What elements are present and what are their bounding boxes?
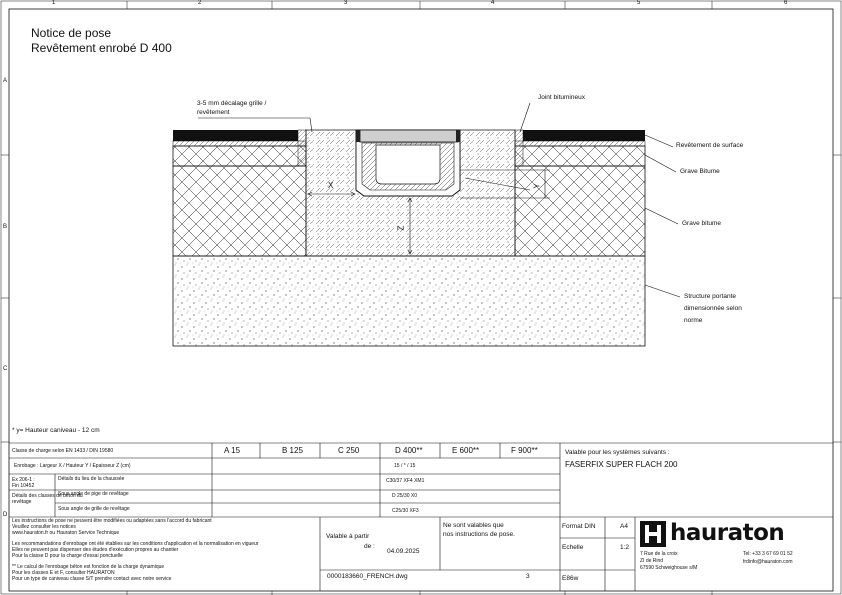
- footer-note: ** Le calcul de l'enrobage béton est fonction de la charge dynamique: [12, 564, 165, 571]
- valid-from-label-2: de :: [364, 543, 375, 550]
- label-structure-1: Structure portante: [684, 293, 737, 300]
- footer-note: Pour la classe D pour la charge d'essai ponctuelle: [12, 552, 123, 559]
- class-c250: C 250: [338, 446, 360, 455]
- systems-value: FASERFIX SUPER FLACH 200: [565, 460, 678, 469]
- address-line-3: 67590 Schweighouse s/M: [640, 565, 698, 571]
- class-f900: F 900**: [511, 446, 538, 455]
- title-line-1: Notice de pose: [31, 26, 112, 40]
- valid-from-label: Valable à partir: [326, 533, 370, 540]
- row2b-label: Détails du lieu de la chaussée: [58, 476, 125, 482]
- row3-value: D 25/30 X0: [392, 493, 418, 499]
- footer-note: Elles ne peuvent pas dispenser des études d'exécution propres au chantier: [12, 546, 179, 553]
- class-b125: B 125: [282, 446, 303, 455]
- grid-col-4: 4: [491, 0, 495, 6]
- label-grave-1: Grave Bitume: [680, 168, 720, 175]
- grid-row-c: C: [3, 366, 8, 372]
- row1-label: Enrobage : Largeur X / Hauteur Y / Epaisseur Z (cm): [14, 463, 131, 469]
- label-decalage-2: revêtement: [197, 109, 230, 116]
- footer-note: Veuillez consulter les notices: [12, 523, 76, 530]
- footer-notes: [12, 519, 317, 583]
- row2-value: C30/37 XF4 XM1: [386, 478, 425, 484]
- row3a-label-2: revêtage: [12, 499, 32, 505]
- grid-row-d: D: [3, 512, 8, 518]
- invalid-text-2: nos instructions de pose.: [443, 531, 515, 538]
- dwg-page: E86w: [562, 575, 579, 582]
- grid-col-2: 2: [198, 0, 202, 6]
- row2a-label: Ex 206-1 :: [12, 477, 35, 483]
- hauraton-logo-icon: [640, 521, 666, 547]
- label-structure-3: norme: [684, 317, 703, 324]
- scale-value: 1:2: [620, 544, 630, 551]
- systems-label: Valable pour les systèmes suivants :: [565, 449, 670, 456]
- grid-row-a: A: [3, 78, 8, 84]
- contact-email: frdinfo@hauraton.com: [743, 559, 793, 565]
- invalid-text-1: Ne sont valables que: [443, 522, 504, 529]
- title-line-2: Revêtement enrobé D 400: [31, 41, 172, 55]
- format-label: Format DIN: [562, 523, 596, 530]
- footer-note: Pour un type de caniveau classe S/T prendre contact avec notre service: [12, 575, 172, 582]
- grid-col-3: 3: [344, 0, 348, 6]
- label-joint: Joint bitumineux: [538, 94, 585, 101]
- label-structure-2: dimensionnée selon: [684, 305, 742, 312]
- footer-note: Pour les classes E et F, consulter HAURATON: [12, 570, 115, 577]
- grid-row-b: B: [3, 224, 8, 230]
- grid-col-6: 6: [784, 0, 788, 6]
- footer-note: www.hauraton.fr ou Hauraton Service Technique: [12, 529, 120, 536]
- brand-name: hauraton: [670, 520, 785, 546]
- row4b-label: Sous angle de grille de revêtage: [58, 506, 130, 512]
- label-revetement: Revêtement de surface: [676, 142, 744, 149]
- footnote: * y= Hauteur caniveau - 12 cm: [12, 427, 100, 434]
- class-a15: A 15: [224, 446, 241, 455]
- grid-col-1: 1: [52, 0, 56, 6]
- footer-note: Les recommandations d'enrobage ont été établies sur les conditions d'application et la normalisation en vigueur: [12, 541, 259, 548]
- contact-tel: Tel: +33 3 67 69 01 52: [743, 551, 793, 557]
- table-classe-label: Classe de charge selon EN 1433 / DIN 19580: [12, 448, 114, 454]
- row4-value: C25/30 XF3: [392, 508, 419, 514]
- address-line-2: ZI de Rind: [640, 558, 664, 564]
- address-line-1: 7 Rue de la croix: [640, 551, 678, 557]
- format-value: A4: [620, 523, 628, 530]
- dim-z: Z: [396, 225, 406, 231]
- dwg-index: 3: [526, 573, 530, 580]
- footer-note: Les instructions de pose ne peuvent être modifiées ou adaptées sans l'accord du fabricant: [12, 518, 212, 524]
- class-e600: E 600**: [452, 446, 480, 455]
- class-d400: D 400**: [395, 446, 423, 455]
- dim-x: X: [328, 181, 334, 190]
- row3b-label: Sous angle de pige de revêtage: [58, 491, 129, 497]
- grid-col-5: 5: [637, 0, 641, 6]
- row3a-label: Détails des classes de béton du: [12, 493, 83, 499]
- label-decalage: 3-5 mm décalage grille /: [197, 100, 267, 107]
- label-grave-2: Grave bitume: [682, 220, 722, 227]
- row1-value: 15 / * / 15: [394, 463, 416, 469]
- dwg-number: 0000183660_FRENCH.dwg: [327, 573, 408, 580]
- valid-date: 04.09.2025: [387, 548, 420, 555]
- dim-y: Y: [532, 183, 542, 189]
- scale-label: Echelle: [562, 544, 584, 551]
- row2a-label-2: Fin 10452: [12, 483, 35, 489]
